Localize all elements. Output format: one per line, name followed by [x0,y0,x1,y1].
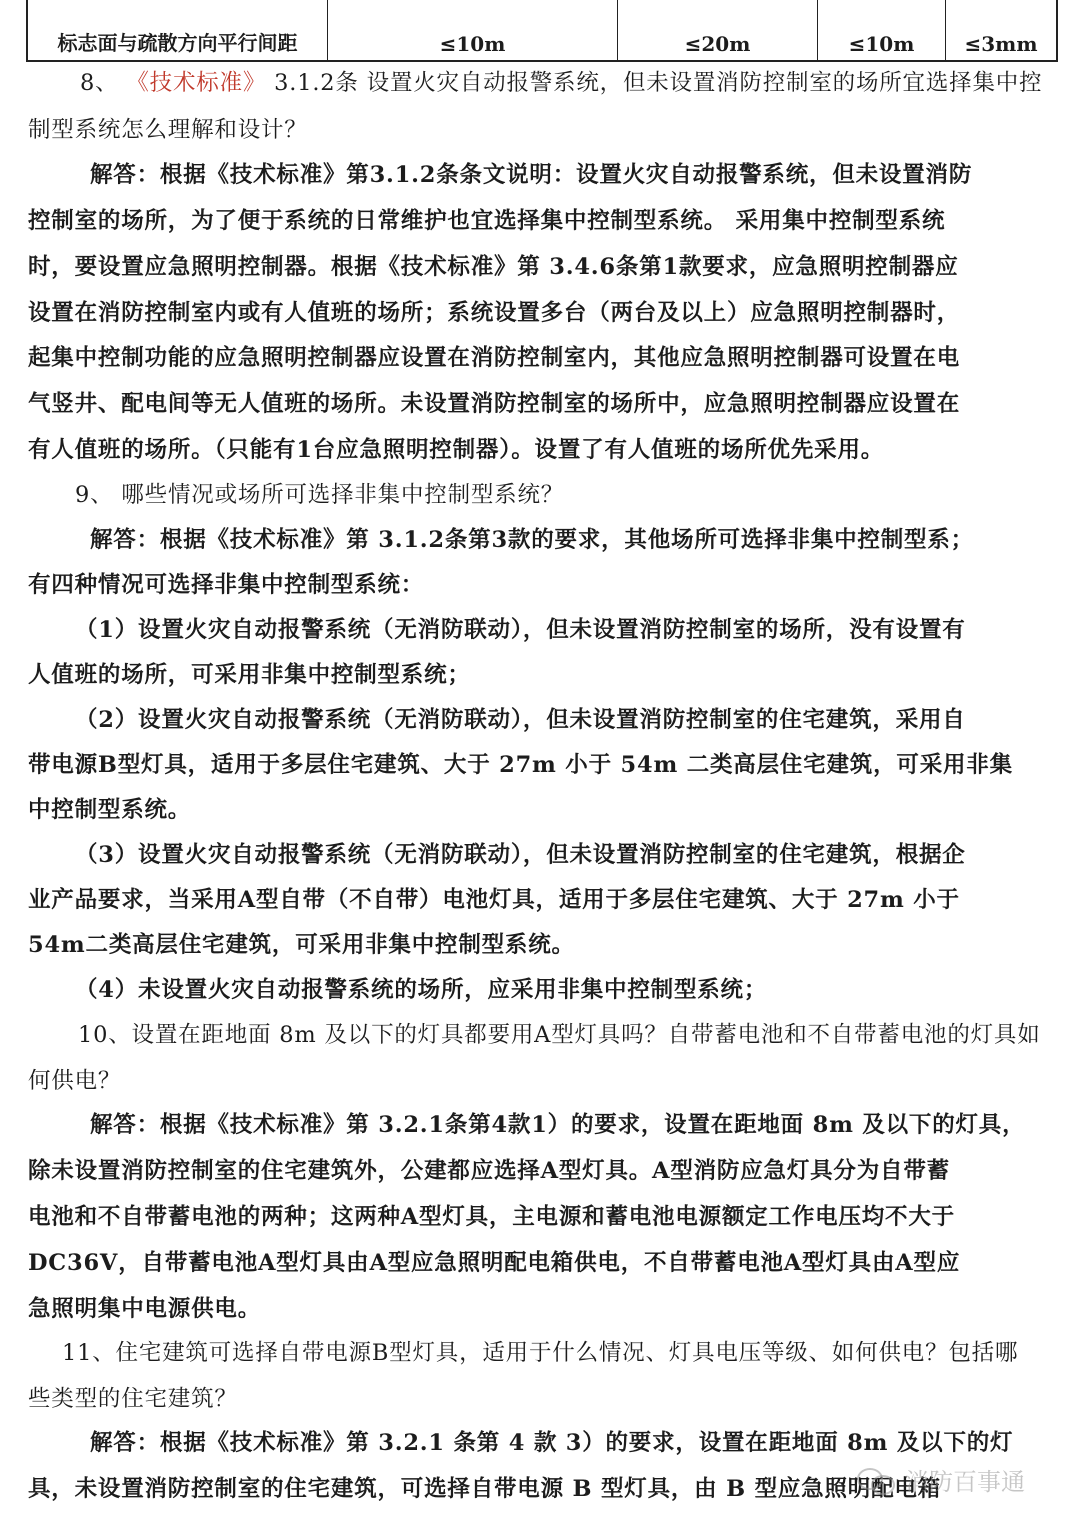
list-item: 带电源B型灯具，适用于多层住宅建筑、大于 27m 小于 54m 二类高层住宅建筑，可采用非集 [28,752,1013,778]
answer-line: 具，未设置消防控制室的住宅建筑，可选择自带电源 B 型灯具，由 B 型应急照明配电箱 [28,1476,941,1502]
question-8 [80,72,1042,95]
table-cell-value: ≤3mm [964,32,1038,56]
answer-line: 时，要设置应急照明控制器。根据《技术标准》第 3.4.6条第1款要求，应急照明控制器应 [28,254,959,280]
list-item: 人值班的场所，可采用非集中控制型系统； [28,662,471,688]
table-cell-value: ≤10m [328,0,618,60]
answer-line: 解答：根据《技术标准》第 3.2.1条第4款1）的要求，设置在距地面 8m 及以下的灯具， [90,1112,1026,1138]
answer-line: 解答：根据《技术标准》第 3.1.2条第3款的要求，其他场所可选择非集中控制型系； [90,527,974,553]
question-text: 3.1.2条 设置火灾自动报警系统，但未设置消防控制室的场所宜选择集中控 [274,70,1043,96]
answer-line: 有四种情况可选择非集中控制型系统： [28,572,425,598]
table-cell-label: 标志面与疏散方向平行间距 [28,0,328,60]
answer-line: 解答：根据《技术标准》第 3.2.1 条第 4 款 3）的要求，设置在距地面 8m 及以下的灯 [90,1430,1014,1456]
list-item: （2）设置火灾自动报警系统（无消防联动），但未设置消防控制室的住宅建筑，采用自 [75,707,966,733]
list-item: （1）设置火灾自动报警系统（无消防联动），但未设置消防控制室的场所，没有设置有 [75,617,966,643]
answer-line: 设置在消防控制室内或有人值班的场所；系统设置多台（两台及以上）应急照明控制器时， [28,300,961,326]
text-line: 些类型的住宅建筑？ [28,1386,238,1412]
answer-line: 气竖井、配电间等无人值班的场所。未设置消防控制室的场所中，应急照明控制器应设置在 [28,391,961,417]
answer-line: 急照明集中电源供电。 [28,1296,262,1322]
question-9: 9、 哪些情况或场所可选择非集中控制型系统？ [75,482,565,508]
list-item: 中控制型系统。 [28,797,192,823]
watermark [855,1462,1025,1497]
answer-line: 电池和不自带蓄电池的两种；这两种A型灯具，主电源和蓄电池电源额定工作电压均不大于 [28,1204,955,1230]
answer-line: 有人值班的场所。（只能有1台应急照明控制器）。设置了有人值班的场所优先采用。 [28,437,885,463]
table-cell-value: ≤10m [818,0,946,60]
text-line: 制型系统怎么理解和设计？ [28,117,308,143]
question-number: 8、 [80,70,119,96]
answer-line: 起集中控制功能的应急照明控制器应设置在消防控制室内，其他应急照明控制器可设置在电 [28,345,961,371]
wechat-icon [855,1466,899,1494]
question-11: 11、住宅建筑可选择自带电源B型灯具，适用于什么情况、灯具电压等级、如何供电？包括哪 [62,1340,1019,1366]
list-item: （3）设置火灾自动报警系统（无消防联动），但未设置消防控制室的住宅建筑，根据企 [75,842,966,868]
standard-reference: 《技术标准》 [126,70,267,96]
answer-line: 解答：根据《技术标准》第3.1.2条条文说明：设置火灾自动报警系统，但未设置消防 [90,162,973,188]
text-line: 何供电？ [28,1068,122,1094]
question-10: 10、设置在距地面 8m 及以下的灯具都要用A型灯具吗？自带蓄电池和不自带蓄电池的灯具如 [78,1022,1041,1048]
table-cell-value: ≤20m [618,0,818,60]
list-item: 54m二类高层住宅建筑，可采用非集中控制型系统。 [28,932,575,958]
list-item: 业产品要求，当采用A型自带（不自带）电池灯具，适用于多层住宅建筑、大于 27m 小于 [28,887,960,913]
answer-line: DC36V，自带蓄电池A型灯具由A型应急照明配电箱供电，不自带蓄电池A型灯具由A型应 [28,1250,961,1276]
answer-line: 控制室的场所，为了便于系统的日常维护也宜选择集中控制型系统。 采用集中控制型系统 [28,208,946,234]
spec-table-row [26,0,1058,62]
answer-line: 除未设置消防控制室的住宅建筑外，公建都应选择A型灯具。A型消防应急灯具分为自带蓄 [28,1158,950,1184]
list-item: （4）未设置火灾自动报警系统的场所，应采用非集中控制型系统； [75,977,768,1003]
watermark-text: 消防百事通 [905,1468,1025,1496]
